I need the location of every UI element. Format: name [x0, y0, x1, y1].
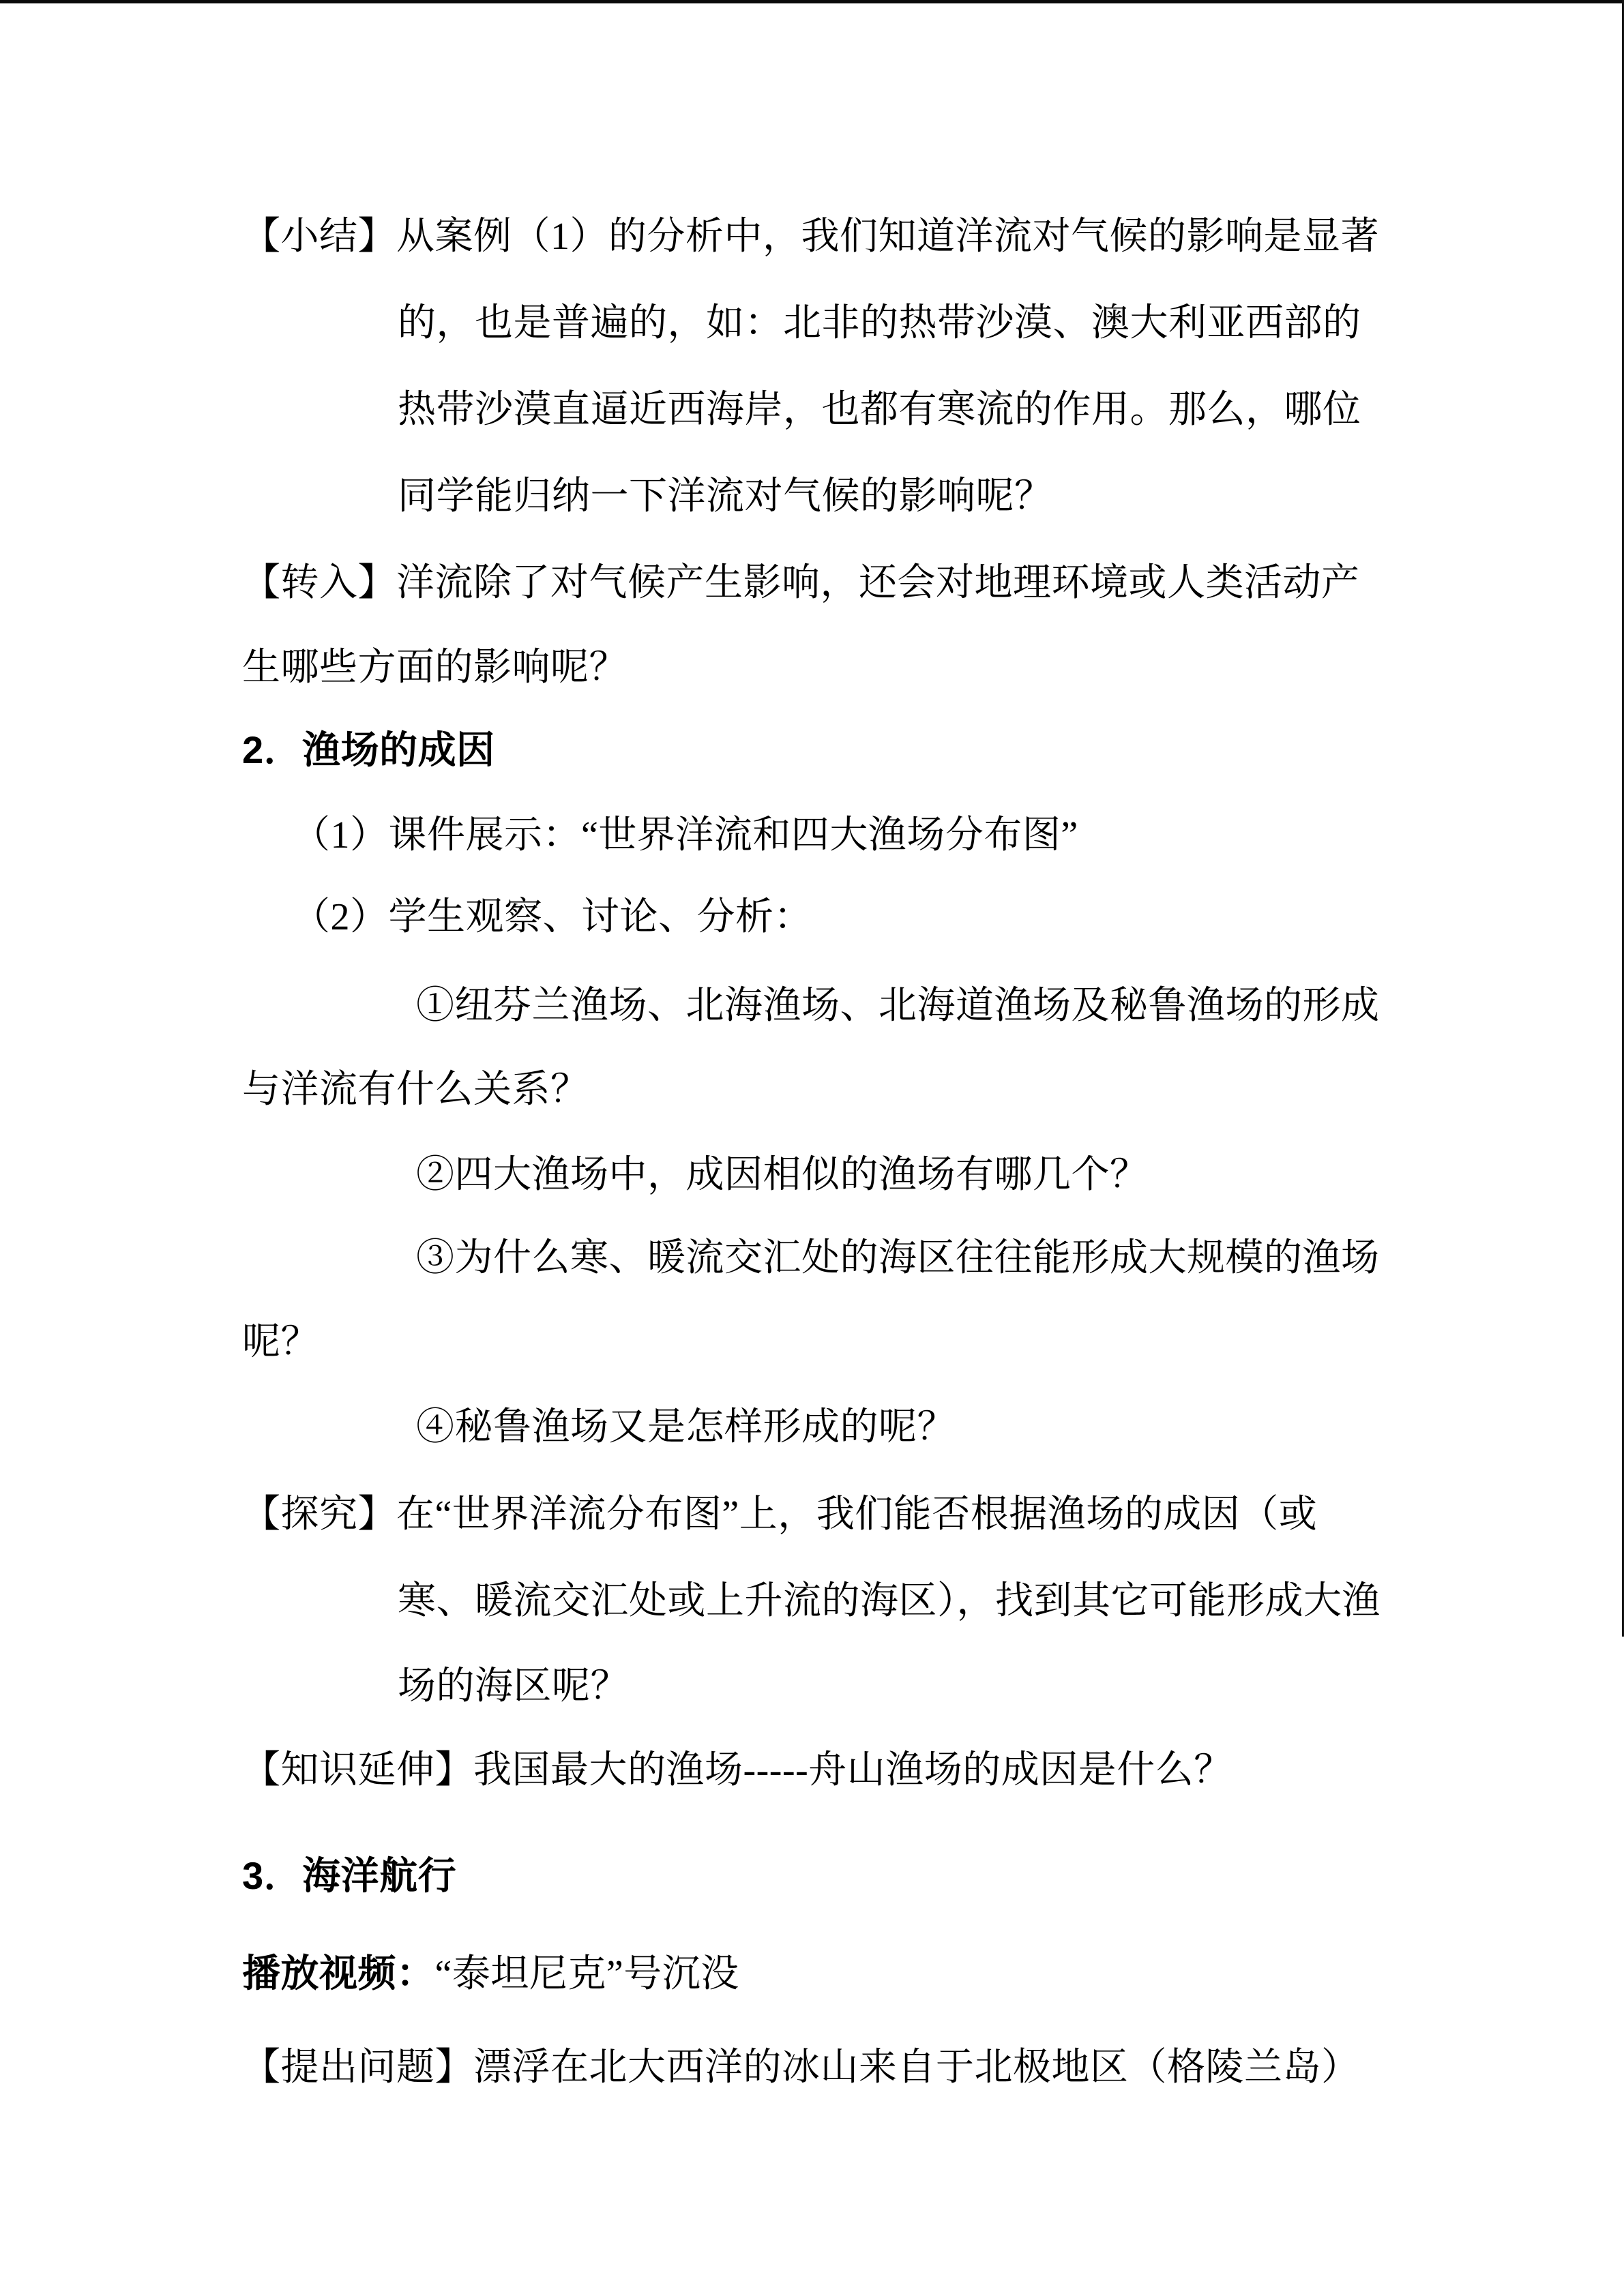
text-segment: 场的海区呢？ [398, 1665, 629, 1708]
line-raise-question [242, 2024, 1360, 2111]
text-segment: 与洋流有什么关系？ [242, 1069, 589, 1111]
text-segment: 【知识延伸】我国最大的渔场-----舟山渔场的成因是什么？ [242, 1749, 1232, 1791]
text-segment: 3．海洋航行 [242, 1854, 457, 1897]
text-segment: ②四大渔场中，成因相似的渔场有哪几个？ [416, 1154, 1149, 1196]
text-segment: ④秘鲁渔场又是怎样形成的呢？ [416, 1406, 956, 1448]
line-inquiry-1 [242, 1471, 1317, 1558]
text-segment: 同学能归纳一下洋流对气候的影响呢？ [398, 475, 1053, 518]
text-segment: 呢？ [242, 1321, 319, 1363]
line-item-2 [292, 874, 812, 961]
line-summary-2 [398, 280, 1361, 367]
line-heading-fishing-grounds [242, 706, 495, 794]
line-transition-2 [242, 624, 628, 711]
text-segment: 2．渔场的成因 [242, 728, 495, 771]
line-summary-1 [242, 193, 1379, 280]
line-sub-question-1b [242, 1046, 589, 1133]
text-segment: 【转入】洋流除了对气候产生影响，还会对地理环境或人类活动产 [242, 562, 1360, 604]
line-sub-question-3b [242, 1298, 319, 1386]
text-segment: （2）学生观察、讨论、分析： [292, 896, 812, 938]
line-inquiry-3 [398, 1643, 629, 1730]
text-segment: 热带沙漠直逼近西海岸，也都有寒流的作用。那么，哪位 [398, 389, 1361, 431]
line-summary-3 [398, 366, 1361, 453]
text-segment: 的，也是普遍的，如：北非的热带沙漠、澳大利亚西部的 [398, 302, 1361, 344]
line-transition-1 [242, 539, 1360, 627]
text-segment: ③为什么寒、暖流交汇处的海区往往能形成大规模的渔场 [416, 1237, 1380, 1279]
line-sub-question-3a [416, 1214, 1380, 1302]
line-sub-question-1a [416, 962, 1380, 1049]
line-item-1 [292, 792, 1078, 879]
line-play-video [242, 1930, 739, 2017]
line-sub-question-4 [416, 1384, 956, 1471]
text-segment: “泰坦尼克”号沉没 [434, 1953, 739, 1995]
line-sub-question-2 [416, 1131, 1149, 1219]
text-segment: ①纽芬兰渔场、北海渔场、北海道渔场及秘鲁渔场的形成 [416, 985, 1380, 1027]
text-segment: 寒、暖流交汇处或上升流的海区），找到其它可能形成大渔 [398, 1580, 1381, 1622]
text-segment: 【小结】从案例（1）的分析中，我们知道洋流对气候的影响是显著 [242, 215, 1379, 258]
text-segment: （1）课件展示：“世界洋流和四大渔场分布图” [292, 814, 1078, 856]
line-inquiry-2 [398, 1557, 1381, 1645]
line-heading-ocean-navigation [242, 1832, 456, 1920]
text-segment: 生哪些方面的影响呢？ [242, 646, 628, 689]
text-segment: 【提出问题】漂浮在北大西洋的冰山来自于北极地区（格陵兰岛） [242, 2046, 1360, 2089]
text-segment: 播放视频： [242, 1952, 435, 1995]
line-knowledge-extension [242, 1727, 1232, 1814]
text-segment: 【探究】在“世界洋流分布图”上，我们能否根据渔场的成因（或 [242, 1493, 1318, 1536]
line-summary-4 [398, 453, 1053, 540]
